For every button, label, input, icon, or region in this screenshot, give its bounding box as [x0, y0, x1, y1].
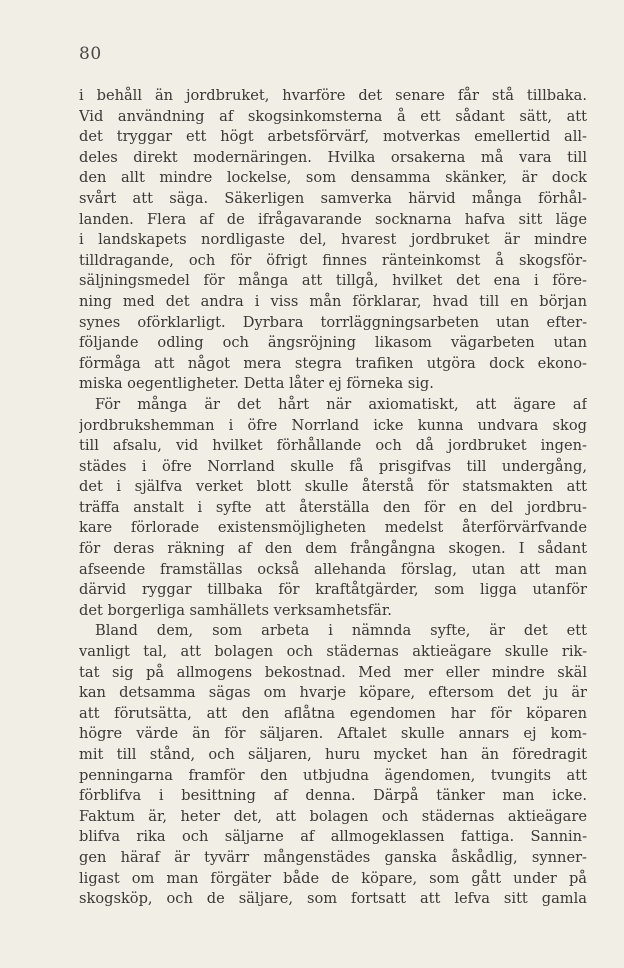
paragraph-start-line: Bland dem, som arbeta i nämnda syfte, är det ett	[95, 622, 587, 640]
text-line: det i själfva verket blott skulle återstå för statsmakten att	[79, 478, 587, 496]
text-line: tilldragande, och för öfrigt finnes ränteinkomst å skogsför-	[79, 251, 587, 269]
paragraph-end-line: det borgerliga samhällets verksamhetsfär.	[79, 601, 392, 619]
text-line: deles direkt modernäringen. Hvilka orsakerna må vara till	[79, 148, 587, 166]
text-line: ligast om man förgäter både de köpare, som gått under på	[79, 869, 587, 887]
text-line: förmåga att något mera stegra trafiken utgöra dock ekono-	[79, 354, 587, 372]
text-line: i landskapets nordligaste del, hvarest jordbruket är mindre	[79, 231, 587, 249]
text-line: kan detsamma sägas om hvarje köpare, eftersom det ju är	[79, 684, 587, 702]
paragraph-start-line: För många är det hårt när axiomatiskt, att ägare af	[95, 395, 587, 413]
text-line: svårt att säga. Säkerligen samverka härvid många förhål-	[79, 189, 587, 207]
text-line: synes oförklarligt. Dyrbara torrläggningsarbeten utan efter-	[79, 313, 587, 331]
text-line: skogsköp, och de säljare, som fortsatt att lefva sitt gamla	[79, 890, 587, 908]
text-line: ning med det andra i viss mån förklarar, hvad till en början	[79, 292, 587, 310]
text-line: städes i öfre Norrland skulle få prisgifvas till undergång,	[79, 457, 587, 475]
text-line: säljningsmedel för många att tillgå, hvilket det ena i före-	[79, 272, 587, 290]
text-line: i behåll än jordbruket, hvarföre det senare får stå tillbaka.	[79, 87, 587, 104]
text-line: att förutsätta, att den aflåtna egendomen har för köparen	[79, 704, 587, 722]
text-line: det tryggar ett högt arbetsförvärf, motverkas emellertid all-	[79, 128, 587, 146]
text-line: högre värde än för säljaren. Aftalet skulle annars ej kom-	[79, 725, 587, 743]
text-line: tat sig på allmogens bekostnad. Med mer eller mindre skäl	[79, 663, 587, 681]
text-line: blifva rika och säljarne af allmogeklassen fattiga. Sannin-	[79, 828, 587, 846]
paragraph-end-line: miska oegentligheter. Detta låter ej förneka sig.	[79, 375, 434, 393]
text-line: landen. Flera af de ifrågavarande socknarna hafva sitt läge	[79, 210, 587, 228]
body-text	[79, 86, 587, 910]
page-number: 80	[79, 44, 102, 64]
text-line: till afsalu, vid hvilket förhållande och då jordbruket ingen-	[79, 437, 587, 455]
text-line: träffa anstalt i syfte att återställa den för en del jordbru-	[79, 498, 587, 516]
text-line: penningarna framför den utbjudna ägendomen, tvungits att	[79, 766, 587, 784]
text-line: därvid ryggar tillbaka för kraftåtgärder, som ligga utanför	[79, 581, 587, 599]
text-line: följande odling och ängsröjning likasom vägarbeten utan	[79, 334, 587, 352]
text-line: den allt mindre lockelse, som densamma skänker, är dock	[79, 169, 587, 187]
text-line: för deras räkning af den dem frångångna skogen. I sådant	[79, 540, 587, 558]
text-line: mit till stånd, och säljaren, huru mycket han än föredragit	[79, 746, 587, 763]
text-line: afseende framställas också allehanda förslag, utan att man	[79, 560, 587, 578]
text-line: Faktum är, heter det, att bolagen och städernas aktieägare	[79, 807, 587, 825]
text-line: förblifva i besittning af denna. Därpå tänker man icke.	[79, 787, 587, 805]
text-line: gen häraf är tyvärr mångenstädes ganska åskådlig, synner-	[79, 848, 587, 866]
text-line: kare förlorade existensmöjligheten medelst återförvärfvande	[79, 519, 587, 537]
text-line: Vid användning af skogsinkomsterna å ett sådant sätt, att	[79, 107, 587, 125]
text-line: vanligt tal, att bolagen och städernas aktieägare skulle rik-	[79, 643, 587, 661]
text-line: jordbrukshemman i öfre Norrland icke kunna undvara skog	[79, 416, 587, 434]
